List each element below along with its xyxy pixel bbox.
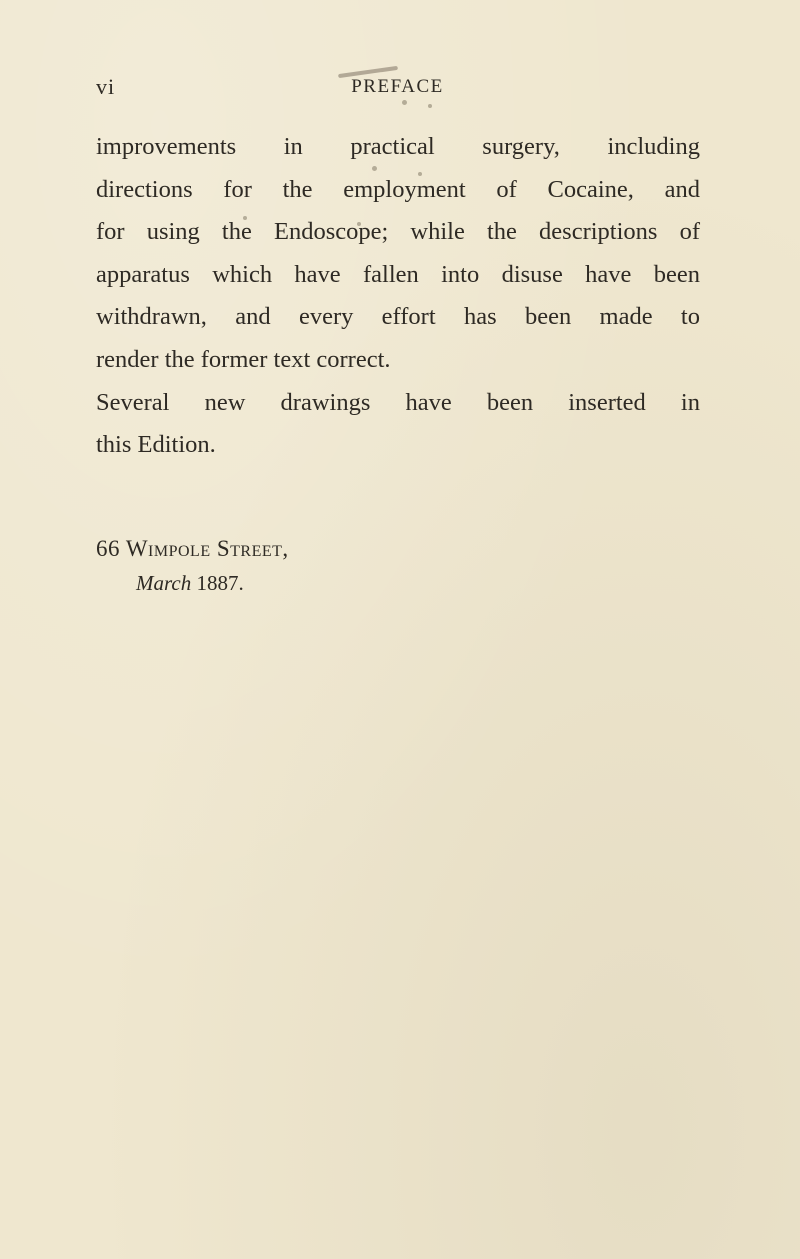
text-line: withdrawn, and every effort has been made to: [96, 303, 700, 331]
text-line: apparatus which have fallen into disuse have been: [96, 260, 700, 288]
page-number: vi: [96, 74, 116, 99]
signoff: [96, 532, 496, 600]
text-line: directions for the employment of Cocaine, and: [96, 175, 700, 203]
text-line: this Edition.: [96, 431, 216, 459]
ink-speck: [372, 166, 377, 171]
signoff-address: 66 Wimpole Street,: [96, 536, 289, 561]
page-header: [96, 74, 699, 104]
text-line: improvements in practical surgery, including: [96, 133, 700, 160]
ink-speck: [402, 100, 407, 105]
ink-speck: [357, 222, 361, 226]
text-line: for using the Endoscope; while the descriptions of: [96, 218, 700, 246]
running-head: PREFACE: [351, 76, 444, 97]
signoff-date: [96, 566, 496, 600]
signoff-year: 1887.: [196, 571, 244, 595]
signoff-month: March: [136, 571, 192, 595]
preface-paragraph: [96, 126, 700, 467]
ink-speck: [243, 216, 247, 220]
text-line: render the former text correct.: [96, 345, 391, 373]
text-line: Several new drawings have been inserted in: [96, 388, 700, 416]
ink-speck: [418, 172, 422, 176]
ink-speck: [428, 104, 432, 108]
